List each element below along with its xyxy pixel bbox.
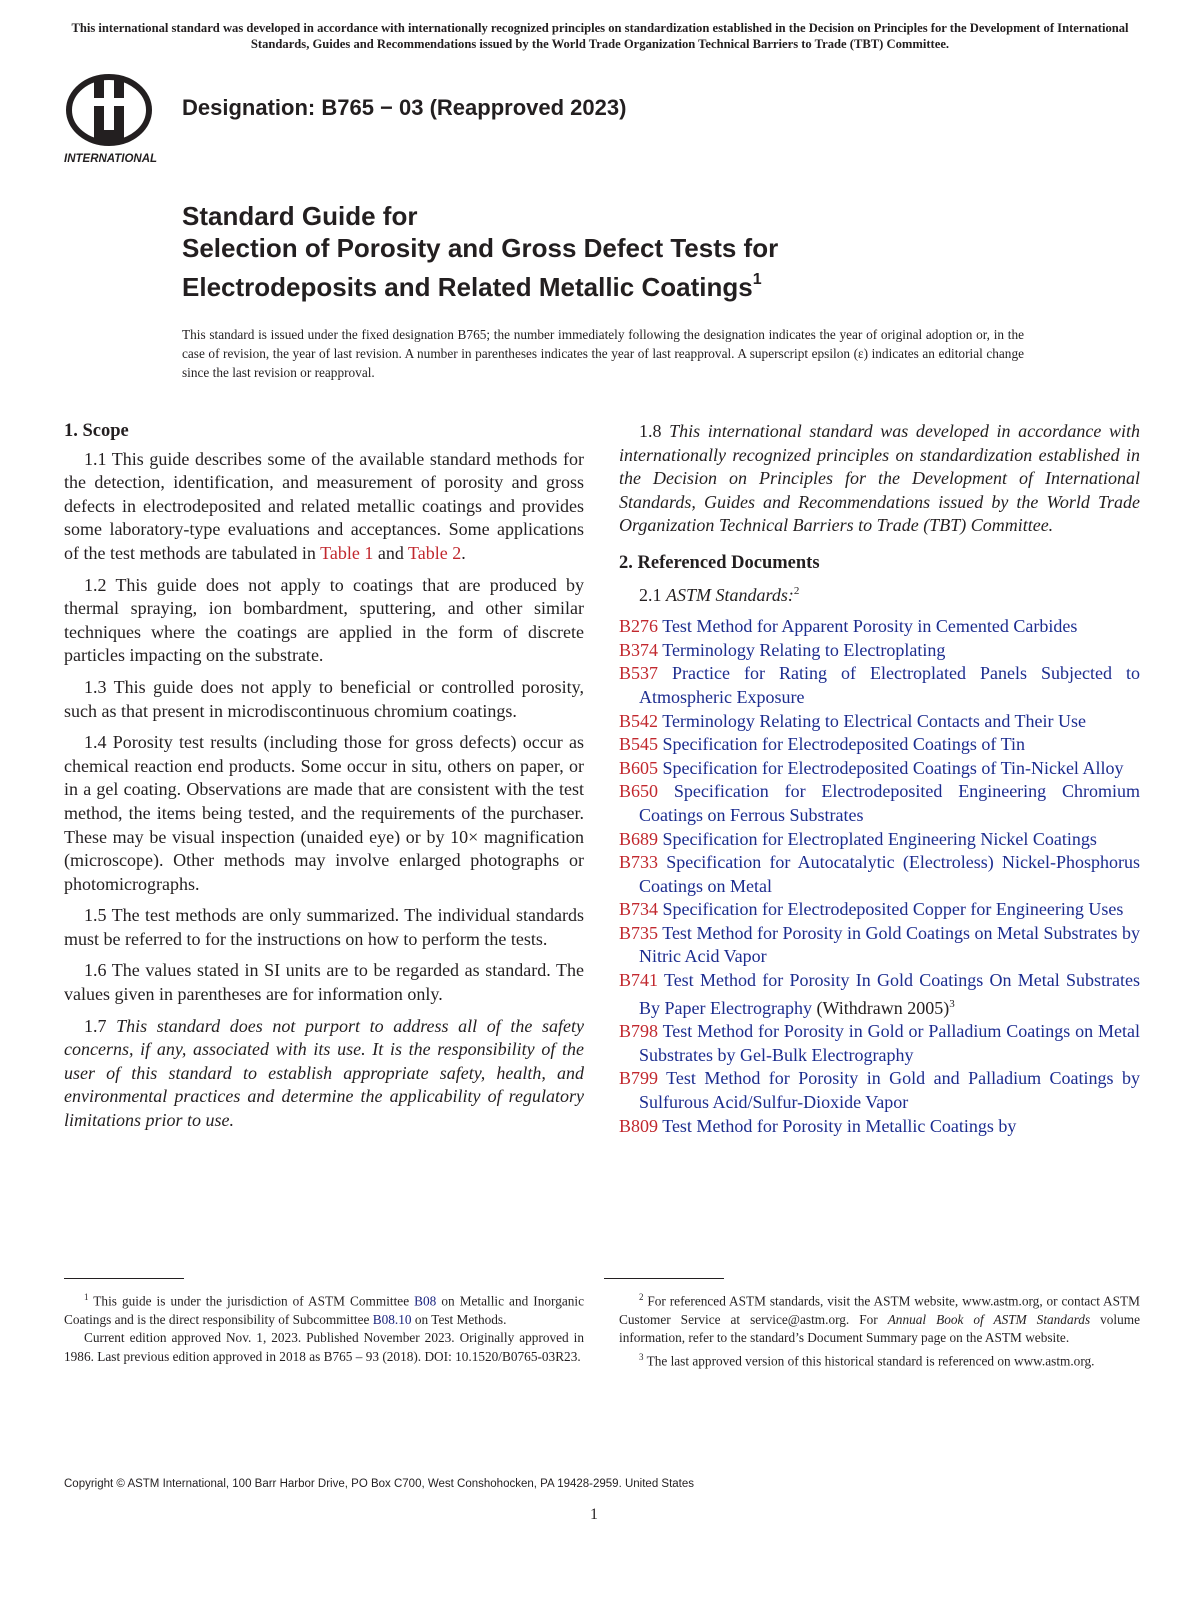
reference-title[interactable]: Test Method for Porosity in Gold Coatings on Metal Substrates by Nitric Acid Vapor <box>639 922 1140 967</box>
reference-item[interactable] <box>619 828 1140 852</box>
reference-code[interactable]: B605 <box>619 757 659 778</box>
reference-title[interactable]: Test Method for Porosity in Gold or Palladium Coatings on Metal Substrates by Gel-Bulk Electrography <box>639 1021 1140 1065</box>
reference-item[interactable] <box>619 733 1140 757</box>
table-1-link[interactable]: Table 1 <box>320 542 374 563</box>
reference-title[interactable]: Specification for Electrodeposited Engineering Chromium Coatings on Ferrous Substrates <box>639 781 1141 825</box>
reference-title[interactable]: Test Method for Porosity in Metallic Coatings by <box>662 1115 1017 1136</box>
reference-code[interactable]: B650 <box>619 781 659 802</box>
reference-item[interactable] <box>619 1020 1140 1067</box>
reference-title[interactable]: Specification for Electrodeposited Coatings of Tin-Nickel Alloy <box>662 757 1124 778</box>
reference-code[interactable]: B542 <box>619 710 659 731</box>
reference-code[interactable]: B545 <box>619 734 659 755</box>
reference-code[interactable]: B735 <box>619 922 659 943</box>
footnote-3: $^3$ The last approved version of this historical standard is referenced on www.astm.org. <box>639 1351 1095 1369</box>
reference-code[interactable]: B733 <box>619 852 659 873</box>
reference-title[interactable]: Test Method for Apparent Porosity in Cemented Carbides <box>662 616 1078 637</box>
reference-item[interactable] <box>619 1067 1140 1114</box>
right-column <box>619 420 1140 1138</box>
reference-item[interactable] <box>619 969 1140 1020</box>
reference-title[interactable]: Test Method for Porosity In Gold Coatings On Metal Substrates By Paper Electrography <box>639 970 1140 1018</box>
reference-item[interactable] <box>619 1115 1140 1139</box>
footnote-1-edition: Current edition approved Nov. 1, 2023. Published November 2023. Originally approved in 1986. Last previous edition approved in 2018 as B765 – 93 (2018). DOI: 10.1520/B0765-03R23. <box>64 1330 584 1364</box>
footnotes-left <box>64 1288 584 1366</box>
reference-code[interactable]: B276 <box>619 616 659 637</box>
page-number: 1 <box>590 1506 598 1523</box>
astm-standards-subheading: 2.1 ASTM Standards:$^2$ <box>639 584 800 605</box>
footnote-2: $^2$ For referenced ASTM standards, visit the ASTM website, www.astm.org, or contact ASTM Customer Service at service@astm.org. For Annual Book of ASTM Standards volume information, refer to the standard’s Document Summary page on the ASTM website. <box>619 1292 1140 1346</box>
footnotes-right <box>619 1288 1140 1371</box>
scope-heading: 1. Scope <box>64 421 129 441</box>
reference-code[interactable]: B798 <box>619 1021 659 1042</box>
reference-code[interactable]: B537 <box>619 663 659 684</box>
reference-code[interactable]: B741 <box>619 970 659 991</box>
footnote-divider-left <box>64 1278 184 1279</box>
document-title <box>182 200 982 303</box>
trade-notice: This international standard was developed in accordance with internationally recognized principles on standardization established in the Decision on Principles for the Development of International Standards, Guides and Recommendations issued by the World Trade Organization Technical Barriers to Trade (TBT) Committee. <box>71 21 1129 51</box>
reference-item[interactable] <box>619 780 1140 827</box>
logo-text: INTERNATIONAL <box>64 153 158 165</box>
left-column <box>64 420 584 1141</box>
reference-code[interactable]: B374 <box>619 639 659 660</box>
reference-title[interactable]: Specification for Autocatalytic (Electroless) Nickel-Phosphorus Coatings on Metal <box>639 852 1141 896</box>
reference-item[interactable] <box>619 851 1140 898</box>
reference-list <box>619 615 1140 1138</box>
reference-note: (Withdrawn 2005) <box>811 997 950 1018</box>
designation: Designation: B765 − 03 (Reapproved 2023) <box>182 95 627 120</box>
subcommittee-link[interactable]: B08.10 <box>372 1311 412 1327</box>
reference-title[interactable]: Terminology Relating to Electrical Contacts and Their Use <box>662 710 1086 731</box>
copyright: Copyright © ASTM International, 100 Barr Harbor Drive, PO Box C700, West Conshohocken, PA 19428-2959. United States <box>64 1478 695 1490</box>
issued-note: This standard is issued under the fixed designation B765; the number immediately following the designation indicates the year of original adoption or, in the case of revision, the year of last revision. A number in parentheses indicates the year of last reapproval. A superscript epsilon (ε) indicates an editorial change since the last revision or reapproval. <box>182 327 1024 380</box>
reference-code[interactable]: B809 <box>619 1115 659 1136</box>
para-1-2: 1.2 This guide does not apply to coatings that are produced by thermal spraying, ion bombardment, sputtering, and other similar techniques where the coatings are applied in the form of discrete particles impacting on the substrate. <box>64 574 584 666</box>
committee-b08-link[interactable]: B08 <box>414 1293 437 1309</box>
reference-item[interactable] <box>619 662 1140 709</box>
title-line-3: Electrodeposits and Related Metallic Coatings <box>182 272 753 302</box>
para-1-3: 1.3 This guide does not apply to beneficial or controlled porosity, such as that present in microdiscontinuous chromium coatings. <box>64 676 584 721</box>
title-footnote-mark: 1 <box>752 271 762 288</box>
footnote-1: $^1$ This guide is under the jurisdiction of ASTM Committee B08 on Metallic and Inorganic Coatings and is the direct responsibility of Subcommittee B08.10 on Test Methods. <box>64 1292 584 1327</box>
reference-item[interactable] <box>619 757 1140 781</box>
reference-item[interactable] <box>619 898 1140 922</box>
reference-title[interactable]: Specification for Electrodeposited Copper for Engineering Uses <box>662 899 1124 920</box>
title-line-2: Selection of Porosity and Gross Defect Tests for <box>182 233 779 263</box>
astm-logo-icon <box>64 70 170 166</box>
reference-code[interactable]: B799 <box>619 1068 659 1089</box>
para-1-6: 1.6 The values stated in SI units are to be regarded as standard. The values given in parentheses are for information only. <box>64 960 584 1005</box>
reference-title[interactable]: Terminology Relating to Electroplating <box>662 639 946 660</box>
reference-title[interactable]: Practice for Rating of Electroplated Panels Subjected to Atmospheric Exposure <box>639 663 1140 707</box>
reference-item[interactable] <box>619 639 1140 663</box>
para-1-5: 1.5 The test methods are only summarized. The individual standards must be referred to for the instructions on how to perform the tests. <box>64 905 584 949</box>
reference-item[interactable] <box>619 922 1140 969</box>
reference-footnote-mark: 3 <box>949 997 955 1010</box>
table-2-link[interactable]: Table 2 <box>408 542 462 563</box>
reference-code[interactable]: B689 <box>619 828 659 849</box>
reference-title[interactable]: Test Method for Porosity in Gold and Palladium Coatings by Sulfurous Acid/Sulfur-Dioxide Vapor <box>639 1068 1140 1113</box>
reference-title[interactable]: Specification for Electroplated Engineering Nickel Coatings <box>662 828 1097 849</box>
referenced-heading: 2. Referenced Documents <box>619 552 820 573</box>
reference-title[interactable]: Specification for Electrodeposited Coatings of Tin <box>662 734 1025 755</box>
para-1-1: 1.1 This guide describes some of the available standard methods for the detection, identification, and measurement of porosity and gross defects in electrodeposited and related metallic coatings and provides some laboratory-type evaluations and acceptances. Some applications of the test methods are tabulated in Table 1 and Table 2. <box>64 448 584 563</box>
footnote-divider-right <box>604 1278 724 1279</box>
reference-item[interactable] <box>619 710 1140 734</box>
reference-item[interactable] <box>619 615 1140 639</box>
title-line-1: Standard Guide for <box>182 201 418 231</box>
para-1-7: 1.7 This standard does not purport to address all of the safety concerns, if any, associated with its use. It is the responsibility of the user of this standard to establish appropriate safety, health, and environmental practices and determine the applicability of regulatory limitations prior to use. <box>64 1015 584 1131</box>
reference-code[interactable]: B734 <box>619 899 659 920</box>
para-1-4: 1.4 Porosity test results (including those for gross defects) occur as chemical reaction end products. Some occur in situ, others on paper, or in a gel coating. Observations are made that are consistent with the test method, the items being tested, and the requirements of the purchaser. These may be visual inspection (unaided eye) or by 10× magnification (microscope). Other methods may involve enlarged photographs or photomicrographs. <box>64 732 584 894</box>
para-1-8: 1.8 This international standard was developed in accordance with internationally recognized principles on standardization established in the Decision on Principles for the Development of International Standards, Guides and Recommendations issued by the World Trade Organization Technical Barriers to Trade (TBT) Committee. <box>619 421 1140 536</box>
